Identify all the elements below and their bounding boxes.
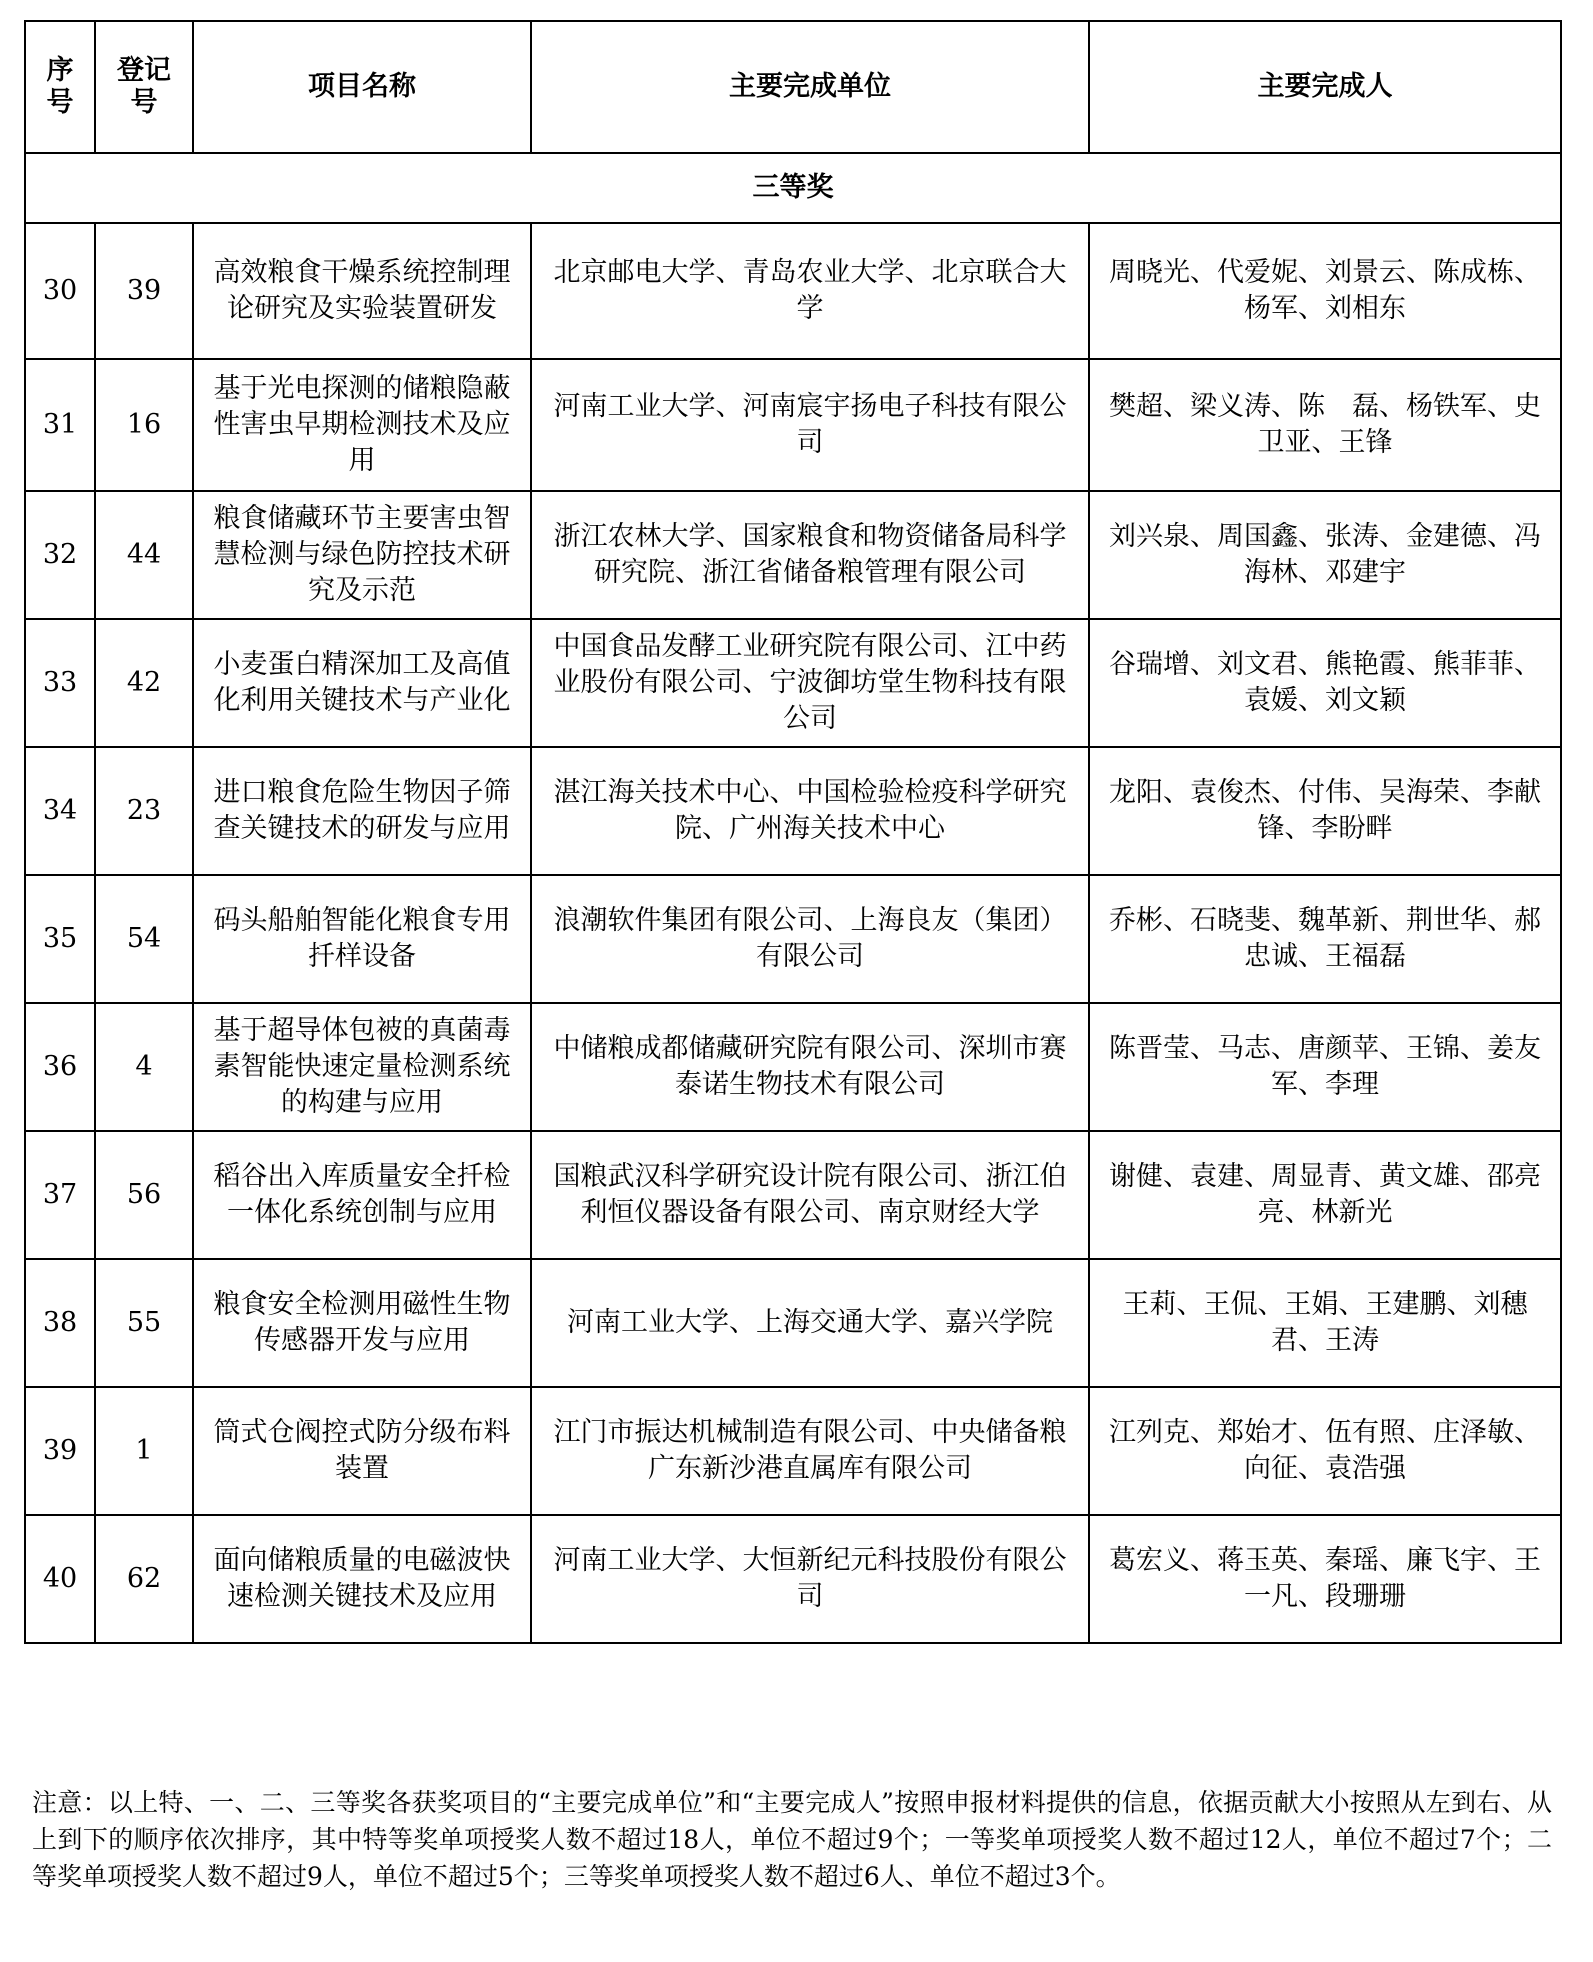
cell-main-person: 谢健、袁建、周显青、黄文雄、邵亮亮、林新光 bbox=[1089, 1131, 1561, 1259]
cell-project-name: 基于光电探测的储粮隐蔽性害虫早期检测技术及应用 bbox=[193, 359, 531, 491]
table-row bbox=[25, 747, 1561, 875]
cell-main-unit: 国粮武汉科学研究设计院有限公司、浙江伯利恒仪器设备有限公司、南京财经大学 bbox=[531, 1131, 1089, 1259]
cell-project-name: 面向储粮质量的电磁波快速检测关键技术及应用 bbox=[193, 1515, 531, 1643]
cell-main-unit: 河南工业大学、河南宸宇扬电子科技有限公司 bbox=[531, 359, 1089, 491]
cell-main-person: 陈晋莹、马志、唐颜苹、王锦、姜友军、李理 bbox=[1089, 1003, 1561, 1131]
table-row bbox=[25, 1259, 1561, 1387]
cell-no: 32 bbox=[25, 491, 95, 619]
cell-main-person: 樊超、梁义涛、陈 磊、杨铁军、史卫亚、王锋 bbox=[1089, 359, 1561, 491]
header-person: 主要完成人 bbox=[1089, 21, 1561, 153]
cell-no: 40 bbox=[25, 1515, 95, 1643]
cell-main-unit: 中储粮成都储藏研究院有限公司、深圳市赛泰诺生物技术有限公司 bbox=[531, 1003, 1089, 1131]
header-reg: 登记 号 bbox=[95, 21, 193, 153]
cell-no: 31 bbox=[25, 359, 95, 491]
cell-main-unit: 浪潮软件集团有限公司、上海良友（集团）有限公司 bbox=[531, 875, 1089, 1003]
cell-project-name: 粮食安全检测用磁性生物传感器开发与应用 bbox=[193, 1259, 531, 1387]
cell-main-unit: 河南工业大学、大恒新纪元科技股份有限公司 bbox=[531, 1515, 1089, 1643]
table-row bbox=[25, 359, 1561, 491]
cell-project-name: 筒式仓阀控式防分级布料装置 bbox=[193, 1387, 531, 1515]
header-unit: 主要完成单位 bbox=[531, 21, 1089, 153]
cell-reg: 56 bbox=[95, 1131, 193, 1259]
cell-main-unit: 河南工业大学、上海交通大学、嘉兴学院 bbox=[531, 1259, 1089, 1387]
cell-main-person: 谷瑞增、刘文君、熊艳霞、熊菲菲、袁媛、刘文颖 bbox=[1089, 619, 1561, 747]
cell-project-name: 稻谷出入库质量安全扦检一体化系统创制与应用 bbox=[193, 1131, 531, 1259]
cell-main-person: 葛宏义、蒋玉英、秦瑶、廉飞宇、王一凡、段珊珊 bbox=[1089, 1515, 1561, 1643]
cell-main-person: 王莉、王侃、王娟、王建鹏、刘穗君、王涛 bbox=[1089, 1259, 1561, 1387]
cell-main-person: 刘兴泉、周国鑫、张涛、金建德、冯海林、邓建宇 bbox=[1089, 491, 1561, 619]
cell-main-person: 乔彬、石晓斐、魏革新、荆世华、郝忠诚、王福磊 bbox=[1089, 875, 1561, 1003]
award-table bbox=[24, 20, 1562, 1644]
cell-reg: 55 bbox=[95, 1259, 193, 1387]
table-row bbox=[25, 619, 1561, 747]
cell-no: 36 bbox=[25, 1003, 95, 1131]
cell-reg: 42 bbox=[95, 619, 193, 747]
cell-reg: 1 bbox=[95, 1387, 193, 1515]
table-row bbox=[25, 1387, 1561, 1515]
section-title: 三等奖 bbox=[25, 153, 1561, 223]
cell-main-person: 江列克、郑始才、伍有照、庄泽敏、向征、袁浩强 bbox=[1089, 1387, 1561, 1515]
table-row bbox=[25, 875, 1561, 1003]
cell-reg: 62 bbox=[95, 1515, 193, 1643]
cell-main-unit: 湛江海关技术中心、中国检验检疫科学研究院、广州海关技术中心 bbox=[531, 747, 1089, 875]
cell-project-name: 基于超导体包被的真菌毒素智能快速定量检测系统的构建与应用 bbox=[193, 1003, 531, 1131]
section-row bbox=[25, 153, 1561, 223]
table-row bbox=[25, 1515, 1561, 1643]
header-row bbox=[25, 21, 1561, 153]
cell-reg: 54 bbox=[95, 875, 193, 1003]
header-name: 项目名称 bbox=[193, 21, 531, 153]
cell-project-name: 进口粮食危险生物因子筛查关键技术的研发与应用 bbox=[193, 747, 531, 875]
cell-reg: 4 bbox=[95, 1003, 193, 1131]
cell-no: 35 bbox=[25, 875, 95, 1003]
cell-main-unit: 北京邮电大学、青岛农业大学、北京联合大学 bbox=[531, 223, 1089, 359]
cell-no: 33 bbox=[25, 619, 95, 747]
cell-no: 39 bbox=[25, 1387, 95, 1515]
cell-main-person: 龙阳、袁俊杰、付伟、吴海荣、李献锋、李盼畔 bbox=[1089, 747, 1561, 875]
table-row bbox=[25, 1131, 1561, 1259]
cell-project-name: 码头船舶智能化粮食专用扦样设备 bbox=[193, 875, 531, 1003]
cell-no: 37 bbox=[25, 1131, 95, 1259]
cell-main-unit: 浙江农林大学、国家粮食和物资储备局科学研究院、浙江省储备粮管理有限公司 bbox=[531, 491, 1089, 619]
table-row bbox=[25, 1003, 1561, 1131]
cell-main-unit: 中国食品发酵工业研究院有限公司、江中药业股份有限公司、宁波御坊堂生物科技有限公司 bbox=[531, 619, 1089, 747]
cell-reg: 44 bbox=[95, 491, 193, 619]
cell-reg: 39 bbox=[95, 223, 193, 359]
cell-project-name: 小麦蛋白精深加工及高值化利用关键技术与产业化 bbox=[193, 619, 531, 747]
header-no: 序 号 bbox=[25, 21, 95, 153]
table-row bbox=[25, 223, 1561, 359]
cell-main-person: 周晓光、代爱妮、刘景云、陈成栋、杨军、刘相东 bbox=[1089, 223, 1561, 359]
cell-no: 30 bbox=[25, 223, 95, 359]
cell-reg: 16 bbox=[95, 359, 193, 491]
cell-project-name: 粮食储藏环节主要害虫智慧检测与绿色防控技术研究及示范 bbox=[193, 491, 531, 619]
cell-no: 38 bbox=[25, 1259, 95, 1387]
cell-reg: 23 bbox=[95, 747, 193, 875]
cell-project-name: 高效粮食干燥系统控制理论研究及实验装置研发 bbox=[193, 223, 531, 359]
cell-main-unit: 江门市振达机械制造有限公司、中央储备粮广东新沙港直属库有限公司 bbox=[531, 1387, 1089, 1515]
table-row bbox=[25, 491, 1561, 619]
cell-no: 34 bbox=[25, 747, 95, 875]
footnote: 注意：以上特、一、二、三等奖各获奖项目的“主要完成单位”和“主要完成人”按照申报材料提供的信息，依据贡献大小按照从左到右、从上到下的顺序依次排序，其中特等奖单项授奖人数不超过18人，单位不超过9个；一等奖单项授奖人数不超过12人，单位不超过7个；二等奖单项授奖人数不超过9人，单位不超过5个；三等奖单项授奖人数不超过6人、单位不超过3个。 bbox=[32, 1788, 1552, 1891]
